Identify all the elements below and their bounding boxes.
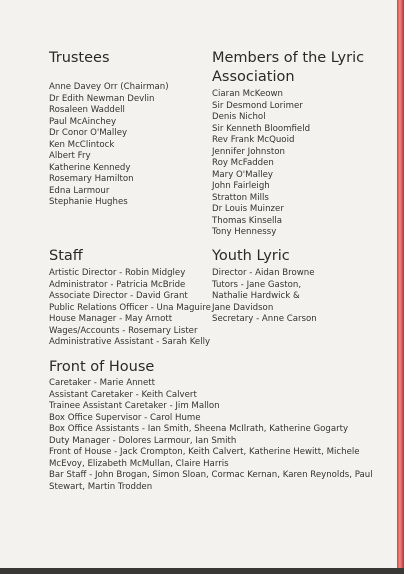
staff-line: Public Relations Officer - Una Maguire [49, 302, 211, 313]
front-line: Bar Staff - John Brogan, Simon Sloan, Cormac Kernan, Karen Reynolds, Paul [49, 470, 373, 480]
front-line: McEvoy, Elizabeth McMullan, Claire Harris [49, 458, 229, 469]
front-line: Box Office Assistants - Ian Smith, Sheena McIlrath, Katherine Gogarty [49, 424, 349, 434]
trustee-name: Anne Davey Orr (Chairman) [49, 82, 169, 92]
member-name: Rev Frank McQuoid [212, 135, 295, 145]
trustee-name: Rosemary Hamilton [49, 174, 134, 184]
member-name: Ciaran McKeown [212, 89, 283, 99]
front-line: Trainee Assistant Caretaker - Jim Mallon [49, 401, 220, 411]
trustee-name: Rosaleen Waddell [49, 105, 125, 115]
front-line: Front of House - Jack Crompton, Keith Calvert, Katherine Hewitt, Michele [49, 447, 360, 457]
staff-list [49, 268, 209, 349]
member-name: John Fairleigh [212, 181, 270, 191]
staff-line: Wages/Accounts - Rosemary Lister [49, 325, 198, 336]
trustee-name: Dr Edith Newman Devlin [49, 93, 155, 104]
youth-line: Director - Aidan Browne [212, 268, 315, 278]
trustee-name: Ken McClintock [49, 139, 115, 150]
trustee-name: Stephanie Hughes [49, 197, 128, 207]
trustee-name: Albert Fry [49, 151, 91, 161]
member-name: Denis Nichol [212, 112, 266, 122]
youth-line: Tutors - Jane Gaston, [212, 279, 302, 290]
trustees-list [49, 82, 199, 209]
staff-line: House Manager - May Arnott [49, 314, 173, 324]
youth-lyric-list [212, 268, 382, 326]
member-name: Mary O'Malley [212, 169, 273, 180]
front-line: Duty Manager - Dolores Larmour, Ian Smith [49, 435, 237, 446]
members-heading-line2: Association [212, 69, 295, 85]
youth-line: Jane Davidson [212, 302, 274, 313]
member-name: Jennifer Johnston [212, 146, 285, 157]
member-name: Dr Louis Muinzer [212, 204, 284, 214]
front-line: Assistant Caretaker - Keith Calvert [49, 389, 197, 400]
front-of-house-list [49, 378, 373, 493]
trustee-name: Dr Conor O'Malley [49, 128, 128, 138]
member-name: Thomas Kinsella [212, 215, 283, 226]
youth-line: Secretary - Anne Carson [212, 314, 317, 324]
member-name: Tony Hennessy [212, 227, 277, 237]
staff-line: Associate Director - David Grant [49, 291, 188, 301]
members-heading [212, 49, 382, 87]
staff-section [49, 247, 209, 349]
trustees-heading: Trustees [49, 50, 110, 66]
front-line: Box Office Supervisor - Carol Hume [49, 412, 201, 423]
youth-lyric-heading: Youth Lyric [212, 248, 290, 264]
member-name: Sir Desmond Lorimer [212, 100, 303, 111]
front-line: Stewart, Martin Trodden [49, 481, 153, 492]
member-name: Sir Kenneth Bloomfield [212, 123, 311, 134]
members-list [212, 89, 382, 239]
trustee-name: Katherine Kennedy [49, 162, 131, 173]
member-name: Stratton Mills [212, 192, 269, 203]
staff-heading: Staff [49, 248, 83, 264]
trustee-name: Edna Larmour [49, 185, 110, 196]
members-heading-line1: Members of the Lyric [212, 50, 365, 66]
front-of-house-section [49, 358, 373, 493]
trustee-name: Paul McAinchey [49, 116, 117, 127]
bottom-shadow-edge [0, 568, 404, 574]
member-name: Roy McFadden [212, 158, 274, 168]
youth-line: Nathalie Hardwick & [212, 291, 300, 301]
staff-line: Administrator - Patricia McBride [49, 279, 186, 290]
youth-lyric-section [212, 247, 382, 326]
staff-line: Artistic Director - Robin Midgley [49, 268, 186, 278]
members-section [212, 49, 382, 239]
red-cover-edge [397, 0, 404, 574]
trustees-section [49, 49, 199, 209]
staff-line: Administrative Assistant - Sarah Kelly [49, 337, 211, 347]
front-line: Caretaker - Marie Annett [49, 378, 156, 388]
front-of-house-heading: Front of House [49, 359, 155, 375]
